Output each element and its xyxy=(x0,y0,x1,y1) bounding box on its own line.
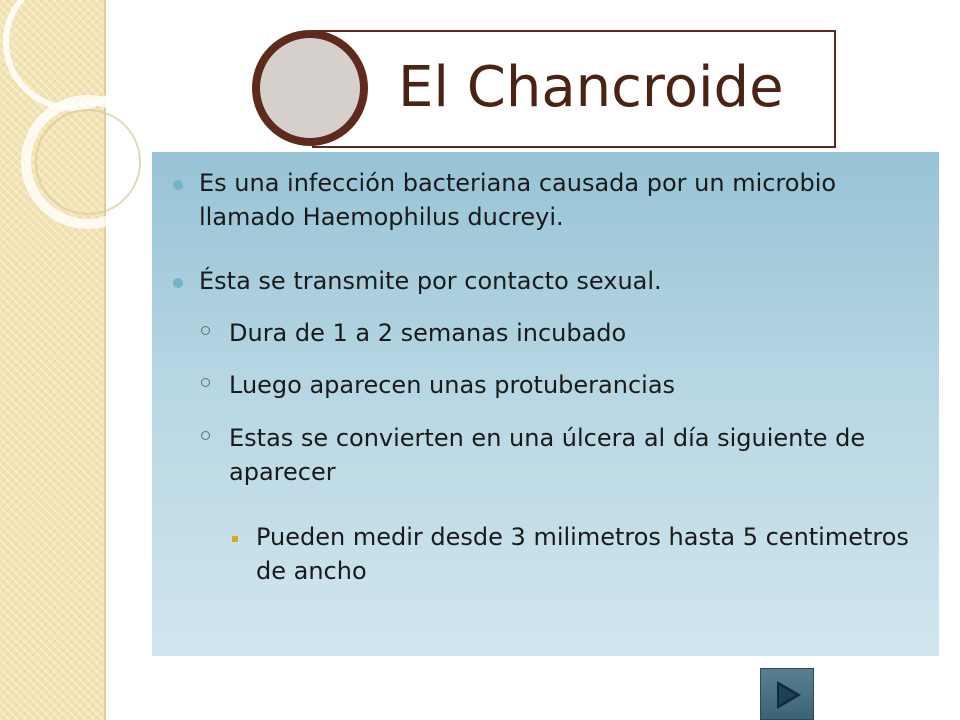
sub-bullet-item: Luego aparecen unas protuberancias xyxy=(229,371,676,399)
play-next-icon xyxy=(771,678,805,712)
bullet-ring-icon xyxy=(201,378,210,387)
next-slide-button[interactable] xyxy=(760,668,814,720)
bullet-item: Ésta se transmite por contacto sexual. xyxy=(199,267,662,295)
bullet-dot-icon xyxy=(173,278,183,288)
sub-bullet-item: Dura de 1 a 2 semanas incubado xyxy=(229,319,627,347)
bullet-ring-icon xyxy=(201,326,210,335)
bullet-item: Es una infección bacteriana causada por un microbio llamado Haemophilus ducreyi. xyxy=(199,169,837,231)
bullet-square-icon xyxy=(232,536,238,542)
sub-bullet-item: Estas se convierten en una úlcera al día siguiente de aparecer xyxy=(229,424,866,486)
sub-sub-bullet-item: Pueden medir desde 3 milimetros hasta 5 centimetros de ancho xyxy=(256,523,909,585)
slide-title: El Chancroide xyxy=(398,55,784,120)
bullet-ring-icon xyxy=(201,431,210,440)
bullet-dot-icon xyxy=(173,180,183,190)
title-circle-ornament xyxy=(252,30,368,146)
